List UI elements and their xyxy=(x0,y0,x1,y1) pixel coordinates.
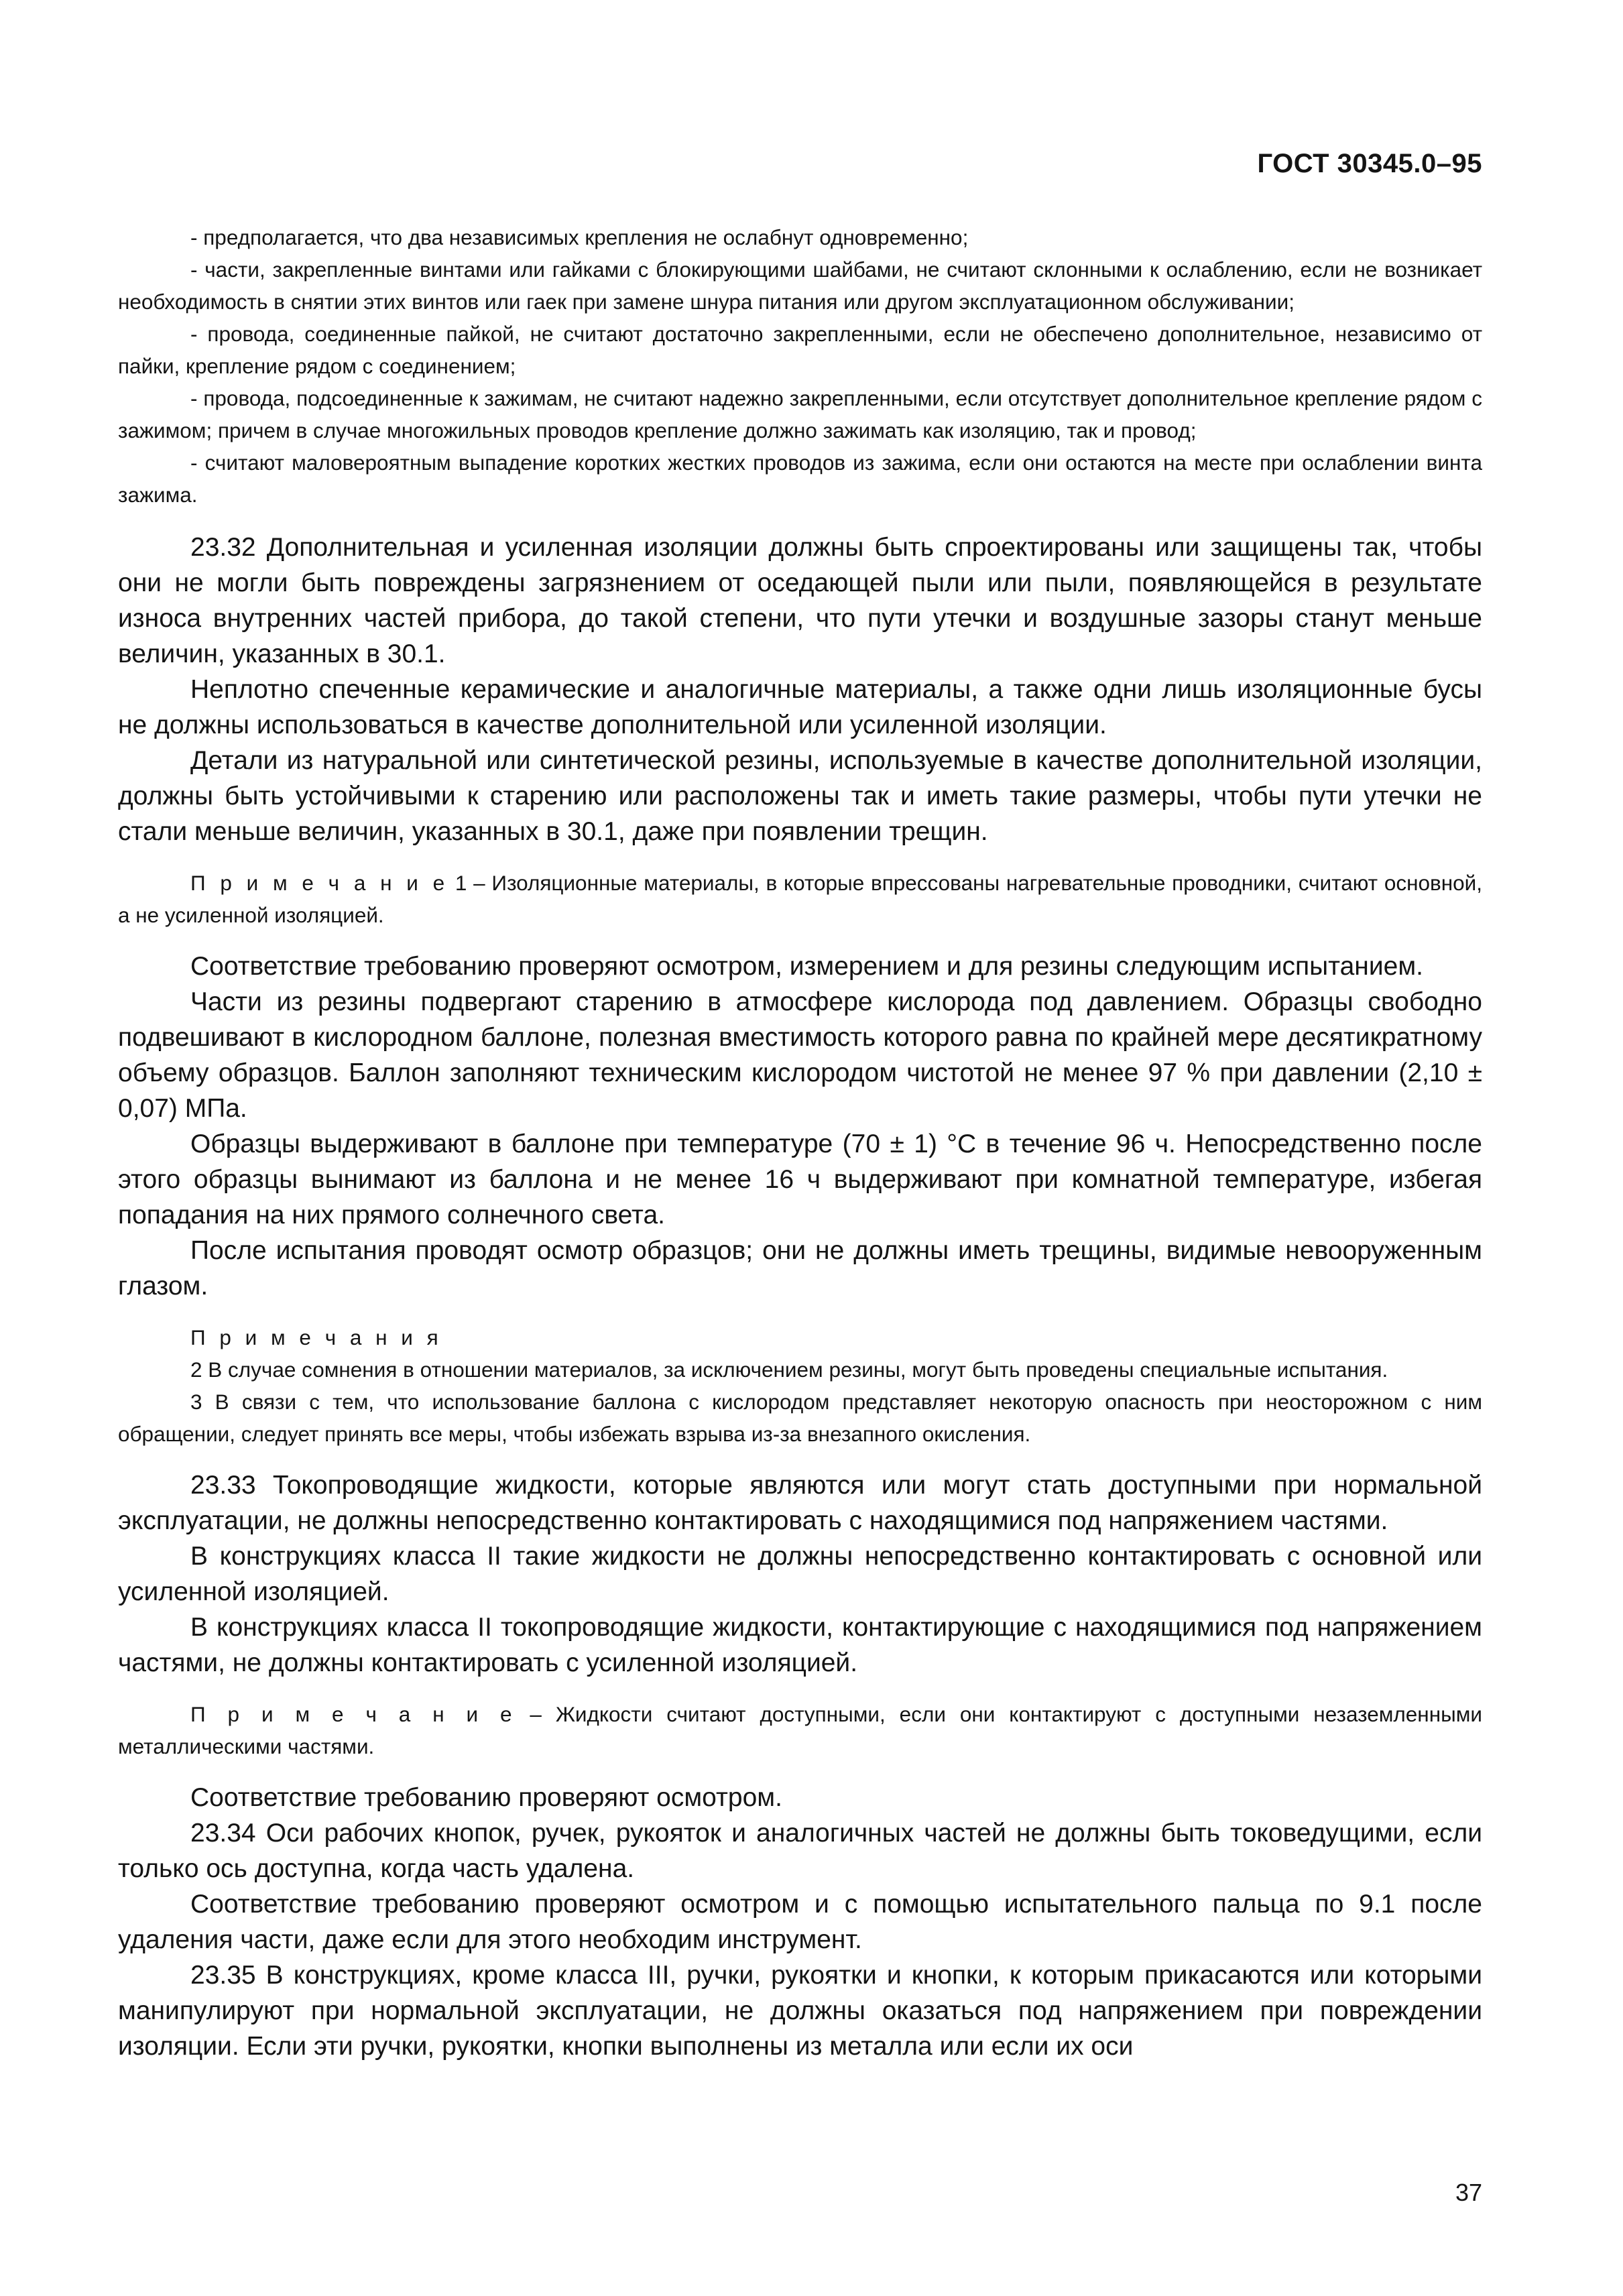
sections-23-34-23-35 xyxy=(118,1780,1482,2064)
notes-label: П р и м е ч а н и я xyxy=(190,1325,442,1349)
document-header: ГОСТ 30345.0–95 xyxy=(1257,149,1482,178)
paragraph: 23.35 В конструкциях, кроме класса III, ручки, рукоятки и кнопки, к которым прикасаются или которыми манипулируют при нормальной эксплуатации, не должны оказаться под напряжением при повреждении изоляции. Если эти ручки, рукоятки, кнопки выполнены из металла или если их оси xyxy=(118,1961,1482,2061)
paragraph: После испытания проводят осмотр образцов; они не должны иметь трещины, видимые невооруженным глазом. xyxy=(118,1236,1482,1301)
paragraph: Соответствие требованию проверяют осмотром и с помощью испытательного пальца по 9.1 после удаления части, даже если для этого необходим инструмент. xyxy=(118,1890,1482,1954)
list-item: - части, закрепленные винтами или гайками с блокирующими шайбами, не считают склонными к ослаблению, если не возникает необходимость в снятии этих винтов или гаек при замене шнура питания или другом эксплуатационном обслуживании; xyxy=(118,257,1482,314)
paragraph: Неплотно спеченные керамические и аналогичные материалы, а также одни лишь изоляционные бусы не должны использоваться в качестве дополнительной или усиленной изоляции. xyxy=(118,675,1482,739)
list-item: - провода, соединенные пайкой, не считают достаточно закрепленными, если не обеспечено дополнительное, независимо от пайки, крепление рядом с соединением; xyxy=(118,322,1482,378)
note-item: 2 В случае сомнения в отношении материалов, за исключением резины, могут быть проведены специальные испытания. xyxy=(190,1357,1388,1382)
note-item: 3 В связи с тем, что использование баллона с кислородом представляет некоторую опасность при неосторожном с ним обращении, следует принять все меры, чтобы избежать взрыва из-за внезапного окисления. xyxy=(118,1390,1482,1446)
page-content xyxy=(118,221,1482,2064)
list-item: - считают маловероятным выпадение коротких жестких проводов из зажима, если они остаются на месте при ослаблении винта зажима. xyxy=(118,450,1482,507)
paragraph: Соответствие требованию проверяют осмотром. xyxy=(190,1783,782,1812)
paragraph: Образцы выдерживают в баллоне при температуре (70 ± 1) °С в течение 96 ч. Непосредственно после этого образцы вынимают из баллона и не менее 16 ч выдерживают при комнатной температуре, избегая попадания на них прямого солнечного света. xyxy=(118,1130,1482,1229)
paragraph: В конструкциях класса II токопроводящие жидкости, контактирующие с находящимися под напряжением частями, не должны контактировать с усиленной изоляцией. xyxy=(118,1613,1482,1677)
section-23-32 xyxy=(118,530,1482,849)
test-procedure xyxy=(118,949,1482,1304)
paragraph: В конструкциях класса II такие жидкости не должны непосредственно контактировать с основной или усиленной изоляцией. xyxy=(118,1542,1482,1606)
note-text: – Жидкости считают доступными, если они контактируют с доступными незаземленными металлическими частями. xyxy=(118,1702,1482,1758)
fastening-list xyxy=(118,221,1482,511)
paragraph: Части из резины подвергают старению в атмосфере кислорода под давлением. Образцы свободно подвешивают в кислородном баллоне, полезная вместимость которого равна по крайней мере десятикратному объему образцов. Баллон заполняют техническим кислородом чистотой не менее 97 % при давлении (2,10 ± 0,07) МПа. xyxy=(118,987,1482,1123)
paragraph: 23.33 Токопроводящие жидкости, которые являются или могут стать доступными при нормальной эксплуатации, не должны непосредственно контактировать с находящимися под напряжением частями. xyxy=(118,1471,1482,1535)
section-23-33 xyxy=(118,1467,1482,1681)
page-number: 37 xyxy=(1455,2179,1482,2206)
paragraph: 23.32 Дополнительная и усиленная изоляции должны быть спроектированы или защищены так, чтобы они не могли быть повреждены загрязнением от оседающей пыли или пыли, появляющейся в результате износа внутренних частей прибора, до такой степени, что пути утечки и воздушные зазоры станут меньше величин, указанных в 30.1. xyxy=(118,533,1482,668)
notes-2-3 xyxy=(118,1321,1482,1450)
paragraph: 23.34 Оси рабочих кнопок, ручек, рукояток и аналогичных частей не должны быть токоведущими, если только ось доступна, когда часть удалена. xyxy=(118,1819,1482,1883)
list-item: - предполагается, что два независимых крепления не ослабнут одновременно; xyxy=(190,225,969,249)
note-1 xyxy=(118,867,1482,931)
paragraph: Детали из натуральной или синтетической резины, используемые в качестве дополнительной изоляции, должны быть устойчивыми к старению или расположены так и иметь такие размеры, чтобы пути утечки не стали меньше величин, указанных в 30.1, даже при появлении трещин. xyxy=(118,746,1482,846)
note-label: П р и м е ч а н и е xyxy=(190,1702,516,1726)
note-liquids xyxy=(118,1698,1482,1762)
list-item: - провода, подсоединенные к зажимам, не считают надежно закрепленными, если отсутствует дополнительное крепление рядом с зажимом; причем в случае многожильных проводов крепление должно зажимать как изоляцию, так и провод; xyxy=(118,386,1482,442)
note-text: 1 – Изоляционные материалы, в которые впрессованы нагревательные проводники, считают основной, а не усиленной изоляцией. xyxy=(118,871,1483,927)
note-label: П р и м е ч а н и е xyxy=(190,871,449,895)
paragraph: Соответствие требованию проверяют осмотром, измерением и для резины следующим испытанием. xyxy=(190,952,1423,981)
